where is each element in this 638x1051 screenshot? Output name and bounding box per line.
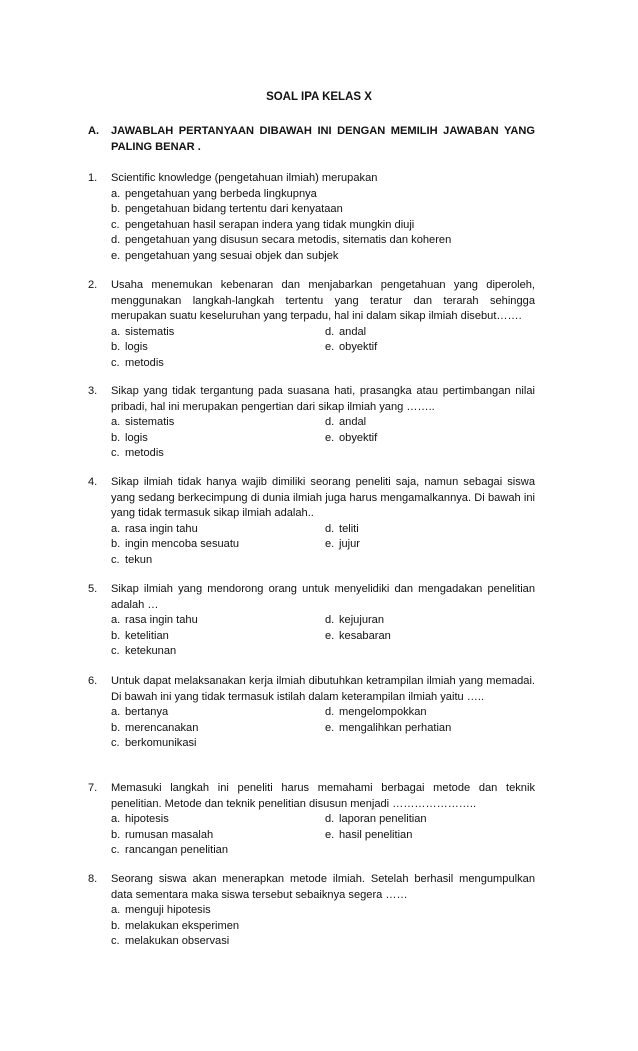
question-stem: Scientific knowledge (pengetahuan ilmiah) merupakan <box>111 172 378 184</box>
question-stem: Sikap ilmiah tidak hanya wajib dimiliki seorang peneliti saja, namun sebagai siswa yang sedang berkecimpung di dunia ilmiah juga harus mengamalkannya. Di bawah ini yang tidak termasuk sikap ilmiah adalah.. <box>111 476 535 519</box>
option-c: c. pengetahuan hasil serapan indera yang tidak mungkin diuji <box>111 218 415 231</box>
option-a: a. sistematis <box>111 325 175 338</box>
section-instruction: JAWABLAH PERTANYAAN DIBAWAH INI DENGAN MEMILIH JAWABAN YANG PALING BENAR . <box>111 125 535 153</box>
option-d: d. teliti <box>325 522 359 535</box>
option-b: b. logis <box>111 341 148 353</box>
question-number: 4. <box>88 476 98 488</box>
option-c: c. tekun <box>111 553 153 566</box>
option-b: b. ingin mencoba sesuatu <box>111 538 240 550</box>
question-number: 1. <box>88 172 98 184</box>
question-3 <box>88 384 535 462</box>
question-number: 7. <box>88 782 98 794</box>
option-a: a. rasa ingin tahu <box>111 522 198 535</box>
option-e: e. jujur <box>325 538 360 550</box>
question-number: 6. <box>88 675 98 687</box>
question-5 <box>88 582 535 660</box>
question-8 <box>88 872 535 950</box>
question-stem: Memasuki langkah ini peneliti harus memahami berbagai metode dan teknik penelitian. Metode dan teknik penelitian disusun menjadi ………………….. <box>111 782 535 810</box>
options-grid <box>111 705 535 752</box>
question-4 <box>88 475 535 568</box>
option-e: e. mengalihkan perhatian <box>325 721 452 734</box>
option-d: d. mengelompokkan <box>325 706 427 718</box>
question-stem: Seorang siswa akan menerapkan metode ilmiah. Setelah berhasil mengumpulkan data sementara maka siswa tersebut sebaiknya segera …… <box>111 873 535 901</box>
option-d: d. andal <box>325 416 367 428</box>
question-2 <box>88 278 535 371</box>
option-e: e. pengetahuan yang sesuai objek dan subjek <box>111 249 339 262</box>
section-heading <box>88 124 535 155</box>
option-b: b. rumusan masalah <box>111 828 214 841</box>
options-grid <box>111 522 535 569</box>
option-b: b. merencanakan <box>111 721 199 734</box>
option-d: d. laporan penelitian <box>325 813 427 825</box>
options-list <box>111 903 535 950</box>
option-a: a. rasa ingin tahu <box>111 614 198 626</box>
options-list <box>111 187 535 265</box>
question-stem: Usaha menemukan kebenaran dan menjabarkan pengetahuan yang diperoleh, menggunakan langkah-langkah tertentu yang teratur dan terarah sehingga merupakan suatu keseluruhan yang terpadu, hal ini dalam sikap ilmiah disebut……. <box>111 279 535 322</box>
page-title: SOAL IPA KELAS X <box>266 91 372 103</box>
option-a: a. pengetahuan yang berbeda lingkupnya <box>111 187 317 200</box>
option-e: e. hasil penelitian <box>325 828 413 841</box>
question-number: 2. <box>88 279 98 291</box>
question-stem: Untuk dapat melaksanakan kerja ilmiah dibutuhkan ketrampilan ilmiah yang memadai. Di bawah ini yang tidak termasuk istilah dalam keterampilan ilmiah yaitu ….. <box>111 675 535 703</box>
question-stem: Sikap yang tidak tergantung pada suasana hati, prasangka atau pertimbangan nilai pribadi, hal ini merupakan pengertian dari sikap ilmiah yang …….. <box>111 385 535 413</box>
option-b: b. pengetahuan bidang tertentu dari kenyataan <box>111 203 343 215</box>
question-stem: Sikap ilmiah yang mendorong orang untuk menyelidiki dan mengadakan penelitian adalah … <box>111 583 535 611</box>
option-c: c. metodis <box>111 356 164 369</box>
question-7 <box>88 781 535 859</box>
option-b: b. melakukan eksperimen <box>111 919 240 932</box>
question-6 <box>88 674 535 752</box>
option-a: a. menguji hipotesis <box>111 904 211 916</box>
option-c: c. melakukan observasi <box>111 935 230 947</box>
section-letter: A. <box>88 125 100 137</box>
option-c: c. berkomunikasi <box>111 737 197 749</box>
option-e: e. obyektif <box>325 431 378 444</box>
option-c: c. rancangan penelitian <box>111 844 229 856</box>
options-grid <box>111 613 535 660</box>
option-e: e. kesabaran <box>325 629 391 642</box>
options-grid <box>111 812 535 859</box>
option-a: a. sistematis <box>111 416 175 428</box>
question-number: 3. <box>88 385 98 397</box>
question-number: 8. <box>88 873 98 885</box>
option-d: d. kejujuran <box>325 614 385 626</box>
option-a: a. hipotesis <box>111 813 169 825</box>
option-e: e. obyektif <box>325 341 378 353</box>
option-a: a. bertanya <box>111 706 169 718</box>
options-grid <box>111 415 535 462</box>
option-d: d. pengetahuan yang disusun secara metodis, sitematis dan koheren <box>111 234 452 246</box>
question-number: 5. <box>88 583 98 595</box>
option-b: b. logis <box>111 431 148 444</box>
option-c: c. metodis <box>111 447 164 459</box>
options-grid <box>111 325 535 372</box>
option-b: b. ketelitian <box>111 629 169 642</box>
option-c: c. ketekunan <box>111 645 177 657</box>
question-1 <box>88 171 535 264</box>
option-d: d. andal <box>325 325 367 338</box>
